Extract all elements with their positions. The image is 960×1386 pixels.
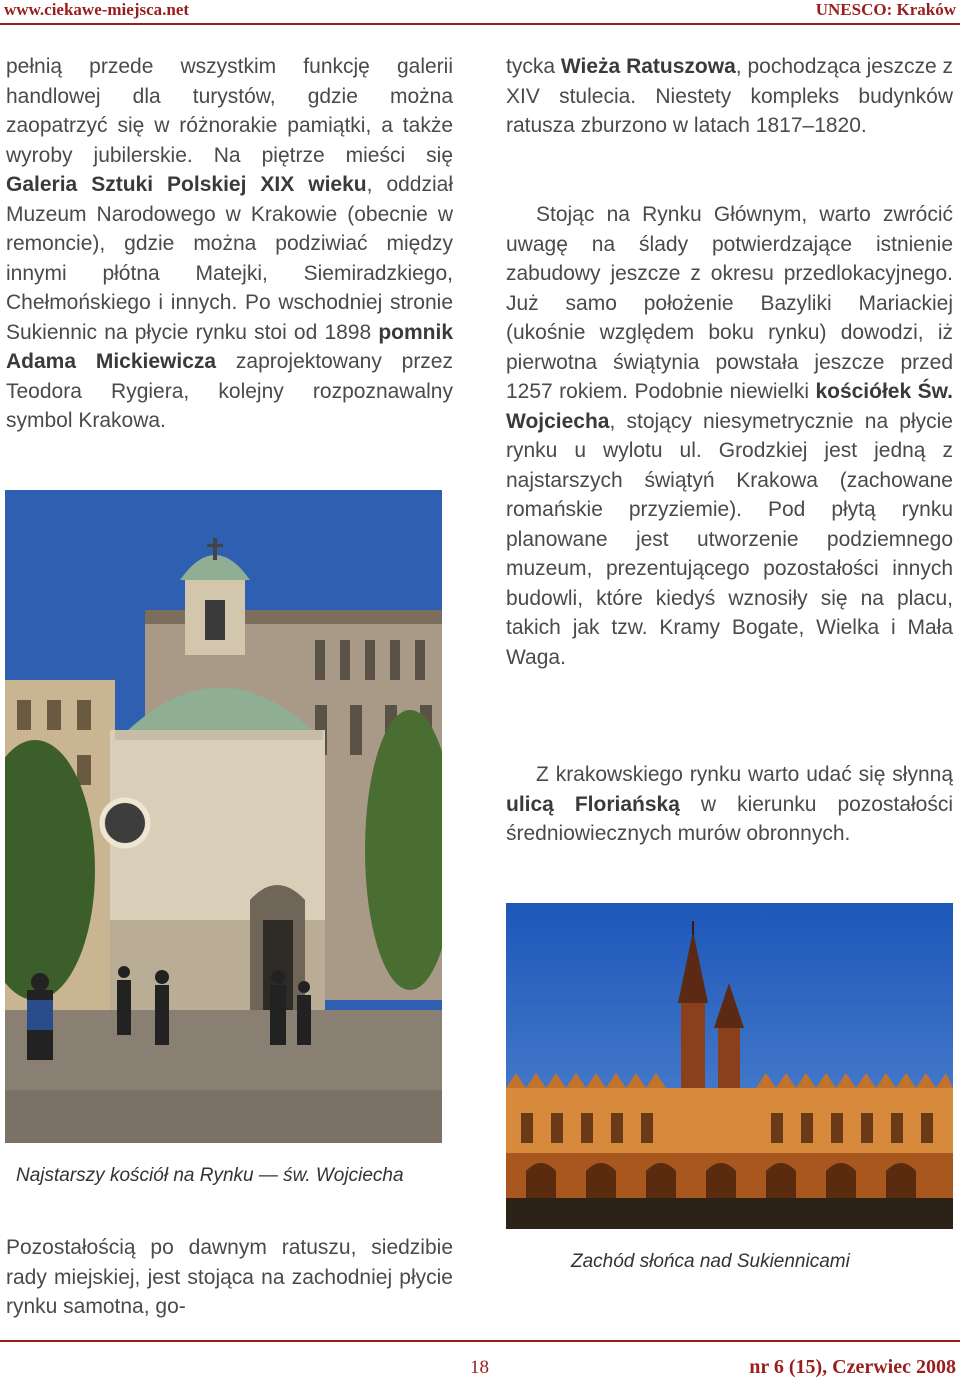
page-number: 18	[470, 1357, 489, 1378]
right-paragraph-1	[506, 52, 953, 141]
left-paragraph-2: Pozostałością po dawnym ratuszu, siedzibie rady miejskiej, jest stojąca na zachodniej płycie rynku samotna, go-	[6, 1236, 453, 1318]
section-title: UNESCO: Kraków	[815, 0, 956, 19]
church-illustration	[5, 490, 442, 1143]
header-rule	[0, 23, 960, 25]
left-paragraph-1	[6, 52, 453, 436]
text-run: Z krakowskiego rynku warto udać się słynną	[536, 763, 953, 786]
photo-sukiennice-sunset	[506, 903, 953, 1229]
sukiennice-illustration	[506, 903, 953, 1229]
text-run: , pochodząca jeszcze z XIV stulecia. Niestety kompleks budynków ratusza zburzono w latach 1817–1820.	[506, 55, 953, 137]
right-paragraph-2	[506, 200, 953, 672]
right-paragraph-3	[506, 760, 953, 849]
bold-florianska-street: ulicą Floriańską	[506, 792, 680, 816]
footer-rule	[0, 1340, 960, 1342]
bold-st-wojciech: kościółek Św. Wojciecha	[506, 380, 953, 433]
photo-st-wojciech-church	[5, 490, 442, 1143]
right-photo-caption: Zachód słońca nad Sukiennicami	[571, 1251, 850, 1272]
bold-town-hall-tower: Wieża Ratuszowa	[560, 55, 736, 78]
site-url[interactable]: www.ciekawe-miejsca.net	[4, 0, 190, 19]
text-run: zaprojektowany przez Teodora Rygiera, kolejny rozpoznawalny symbol Krakowa.	[6, 350, 453, 432]
text-run: , oddział Muzeum Narodowego w Krakowie (obecnie w remoncie), gdzie można podziwiać między innymi płótna Matejki, Siemiradzkiego, Chełmońskiego i innych. Po wschodniej stronie Sukiennic na płycie rynku stoi od 1898	[6, 173, 453, 344]
bold-monument-name: pomnik Adama Mickiewicza	[6, 320, 453, 373]
page-header	[0, 0, 960, 22]
text-run: w kierunku pozostałości średniowiecznych murów obronnych.	[506, 792, 954, 845]
text-run: Stojąc na Rynku Głównym, warto zwrócić uwagę na ślady potwierdzające istnienie zabudowy jeszcze z okresu przedlokacyjnego. Już samo położenie Bazyliki Mariackiej (ukośnie względem boku rynku) dowodzi, iż pierwotna świątynia powstała jeszcze przed 1257 rokiem. Podobnie niewielki	[506, 203, 953, 403]
text-run: tycka	[506, 55, 561, 78]
issue-label: nr 6 (15), Czerwiec 2008	[749, 1356, 956, 1378]
text-run: pełnią przede wszystkim funkcję galerii handlowej dla turystów, gdzie można zaopatrzyć się w różnorakie pamiątki, a także wyroby jubilerskie. Na piętrze mieści się	[6, 55, 453, 167]
text-run: , stojący niesymetrycznie na płycie rynku u wylotu ul. Grodzkiej jest jedną z najstarszych świątyń Krakowa (zachowane romańskie przyziemie). Pod płytą rynku planowane jest utworzenie podziemnego muzeum, prezentującego pozostałości innych budowli, które kiedyś wznosiły się na placu, takich jak tzw. Kramy Bogate, Wielka i Mała Waga.	[506, 409, 953, 669]
bold-gallery-name: Galeria Sztuki Polskiej XIX wieku	[6, 173, 367, 196]
left-photo-caption: Najstarszy kościół na Rynku — św. Wojciecha	[16, 1165, 404, 1186]
